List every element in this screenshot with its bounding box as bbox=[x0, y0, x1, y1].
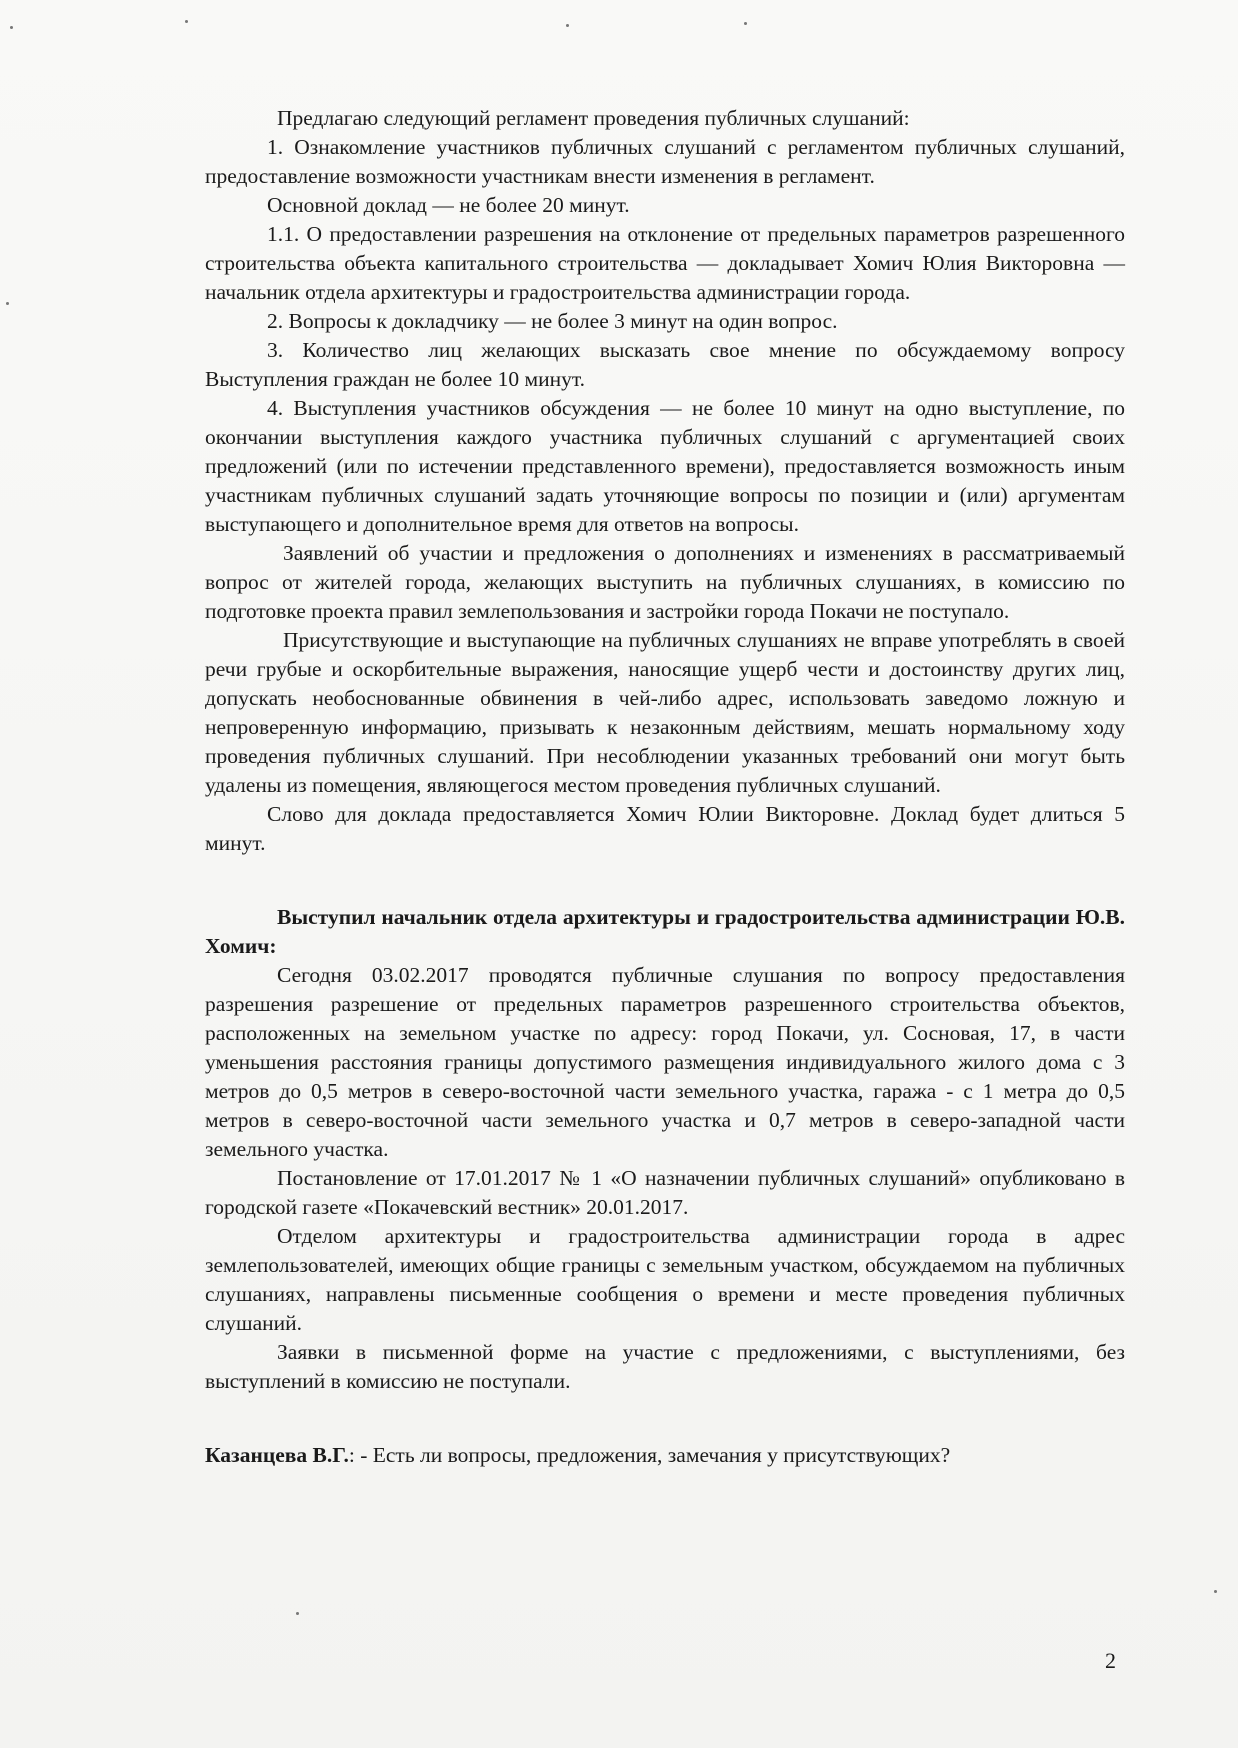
paragraph: 2. Вопросы к докладчику — не более 3 минут на один вопрос. bbox=[267, 309, 838, 333]
scan-speck bbox=[185, 20, 188, 23]
scan-speck bbox=[296, 1612, 299, 1615]
paragraph: Предлагаю следующий регламент проведения публичных слушаний: bbox=[277, 106, 910, 130]
paragraph: Заявлений об участии и предложения о дополнениях и изменениях в рассматриваемый вопрос от жителей города, желающих выступить на публичных слушаниях, в комиссию по подготовке проекта правил землепользования и застройки города Покачи не поступало. bbox=[205, 541, 1125, 623]
scan-speck bbox=[6, 302, 9, 305]
paragraph: Сегодня 03.02.2017 проводятся публичные слушания по вопросу предоставления разрешения разрешение от предельных параметров разрешенного строительства объектов, расположенных на земельном участке по адресу: город Покачи, ул. Сосновая, 17, в части уменьшения расстояния границы допустимого размещения индивидуального жилого дома с 3 метров до 0,5 метров в северо-восточной части земельного участка, гаража - с 1 метра до 0,5 метров в северо-восточной части земельного участка и 0,7 метров в северо-западной части земельного участка. bbox=[205, 963, 1125, 1161]
paragraph: Отделом архитектуры и градостроительства администрации города в адрес землепользователей, имеющих общие границы с земельным участком, обсуждаемом на публичных слушаниях, направлены письменные сообщения о времени и месте проведения публичных слушаний. bbox=[205, 1224, 1125, 1335]
scan-speck bbox=[1214, 1590, 1217, 1593]
scan-speck bbox=[744, 22, 747, 25]
paragraph: Основной доклад — не более 20 минут. bbox=[267, 193, 630, 217]
paragraph: Слово для доклада предоставляется Хомич Юлии Викторовне. Доклад будет длиться 5 минут. bbox=[205, 802, 1125, 855]
paragraph: Заявки в письменной форме на участие с предложениями, с выступлениями, без выступлений в комиссию не поступали. bbox=[205, 1340, 1125, 1393]
paragraph: Присутствующие и выступающие на публичных слушаниях не вправе употреблять в своей речи грубые и оскорбительные выражения, наносящие ущерб чести и достоинству других лиц, допускать необоснованные обвинения в чей-либо адрес, использовать заведомо ложную и непроверенную информацию, призывать к незаконным действиям, мешать нормальному ходу проведения публичных слушаний. При несоблюдении указанных требований они могут быть удалены из помещения, являющегося местом проведения публичных слушаний. bbox=[205, 628, 1125, 797]
spacer bbox=[205, 887, 1125, 903]
document-body bbox=[205, 104, 1125, 1470]
paragraph: Постановление от 17.01.2017 № 1 «О назначении публичных слушаний» опубликовано в городской газете «Покачевский вестник» 20.01.2017. bbox=[205, 1166, 1125, 1219]
spacer bbox=[205, 858, 1125, 887]
scan-speck bbox=[566, 24, 569, 27]
paragraph: 4. Выступления участников обсуждения — не более 10 минут на одно выступление, по окончании выступления каждого участника публичных слушаний с аргументацией своих предложений (или по истечении представленного времени), предоставляется возможность иным участникам публичных слушаний задать уточняющие вопросы по позиции и (или) аргументам выступающего и дополнительное время для ответов на вопросы. bbox=[205, 396, 1125, 536]
page-number: 2 bbox=[1105, 1648, 1116, 1673]
paragraph: 3. Количество лиц желающих высказать свое мнение по обсуждаемому вопросу Выступления граждан не более 10 минут. bbox=[205, 338, 1125, 391]
speaker-name: Казанцева В.Г. bbox=[205, 1443, 349, 1467]
paragraph: 1.1. О предоставлении разрешения на отклонение от предельных параметров разрешенного строительства объекта капитального строительства — докладывает Хомич Юлия Викторовна — начальник отдела архитектуры и градостроительства администрации города. bbox=[205, 222, 1125, 304]
speaker-line bbox=[205, 1441, 1125, 1470]
paragraph: 1. Ознакомление участников публичных слушаний с регламентом публичных слушаний, предоставление возможности участникам внести изменения в регламент. bbox=[205, 135, 1125, 188]
scan-speck bbox=[10, 26, 13, 29]
speaker-text: : - Есть ли вопросы, предложения, замечания у присутствующих? bbox=[348, 1443, 951, 1467]
spacer bbox=[205, 1396, 1125, 1425]
section-heading: Выступил начальник отдела архитектуры и градостроительства администрации Ю.В. Хомич: bbox=[205, 905, 1125, 958]
spacer bbox=[205, 1425, 1125, 1441]
